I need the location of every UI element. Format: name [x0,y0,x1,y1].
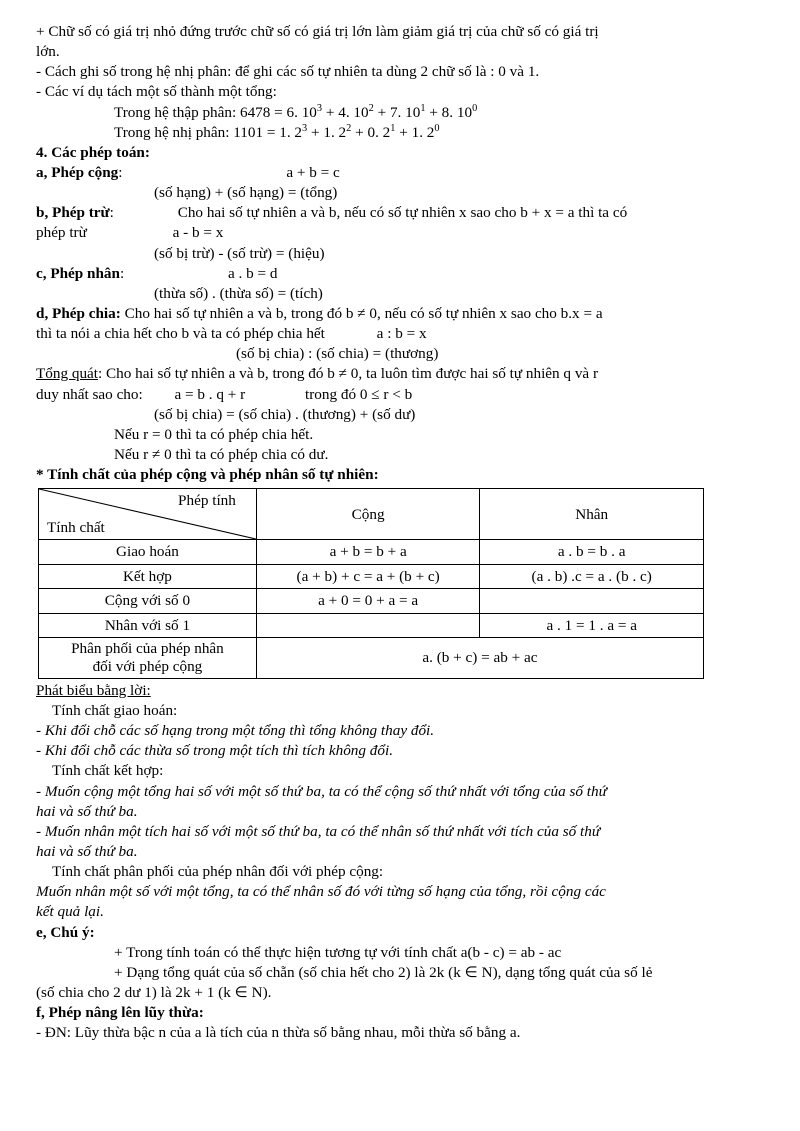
cell-commutative-add: a + b = b + a [256,540,480,564]
table-row [39,613,704,637]
example-decimal-text-3: + 7. 10 [373,103,421,121]
verbal-associative-b-cont: hai và số thứ ba. [36,843,138,861]
formula-addition: a + b = c [286,163,340,181]
general-division-rule [36,364,766,383]
column-header-multiplication: Nhân [480,489,704,540]
row-label-distributive [39,638,257,679]
paragraph-intro-1 [36,22,766,41]
verbal-commutative-b: - Khi đổi chỗ các thừa số trong một tích thì tích không đổi. [36,742,393,760]
colon: : [115,304,121,322]
table-corner-cell [39,489,257,540]
heading-section-e: e, Chú ý: [36,923,95,941]
row-label-distributive-line2: đối với phép cộng [92,657,203,675]
label-addition: a, Phép cộng [36,163,119,181]
exp-2: 2 [368,102,374,114]
verbal-associative-title: Tính chất kết hợp: [52,762,164,780]
exp-0: 0 [472,102,478,114]
verbal-distributive-title: Tính chất phân phối của phép nhân đối với phép cộng: [52,863,384,881]
exp-1: 1 [420,102,426,114]
text-subtraction-2: phép trừ [36,224,87,242]
exp-3: 3 [302,122,308,134]
text-general: : Cho hai số tự nhiên a và b, trong đó b ≠ 0, ta luôn tìm được hai số tự nhiên q và r [98,365,599,383]
verbal-associative-b: - Muốn nhân một tích hai số với một số thứ ba, ta có thể nhân số thứ nhất với tích của số thứ [36,822,601,840]
cell-associative-mul: (a . b) .c = a . (b . c) [480,564,704,588]
corner-label-operation: Phép tính [178,492,236,510]
heading-verbal: Phát biểu bằng lời: [36,681,151,699]
properties-table [38,488,704,679]
text-general-2: duy nhất sao cho: [36,385,143,403]
formula-subtraction: a - b = x [172,224,224,242]
cell-distributive: a. (b + c) = ab + ac [256,638,703,679]
subsection-multiplication [36,264,766,283]
column-header-addition: Cộng [256,489,480,540]
heading-properties: * Tính chất của phép cộng và phép nhân số tự nhiên: [36,466,379,484]
section-e-item-2: + Dạng tổng quát của số chẵn (số chia hết cho 2) là 2k (k ∈ N), dạng tổng quát của số lẻ [114,963,653,981]
paragraph-intro-1-cont [36,42,766,61]
cell-add-zero-add: a + 0 = 0 + a = a [256,589,480,613]
row-label-commutative: Giao hoán [39,540,257,564]
example-binary-text-2: + 1. 2 [307,123,347,141]
colon: : [119,264,125,282]
table-row [39,564,704,588]
subsection-subtraction [36,203,766,222]
text-division: Cho hai số tự nhiên a và b, trong đó b ≠ 0, nếu có số tự nhiên x sao cho b.x = a [124,304,603,322]
cell-mul-one-mul: a . 1 = 1 . a = a [480,613,704,637]
verbal-associative-a: - Muốn cộng một tổng hai số với một số thứ ba, ta có thể cộng số thứ nhất với tổng của số thứ [36,782,607,800]
table-row [39,540,704,564]
example-binary [36,123,766,142]
colon: : [118,163,123,181]
cell-commutative-mul: a . b = b . a [480,540,704,564]
section-e-item-2-cont: (số chia cho 2 dư 1) là 2k + 1 (k ∈ N). [36,984,272,1002]
example-decimal [36,103,766,122]
paragraph-examples-intro [36,82,766,101]
words-subtraction: (số bị trừ) - (số trừ) = (hiệu) [154,244,325,262]
table-row [39,589,704,613]
row-label-associative: Kết hợp [39,564,257,588]
section-e-item-1: + Trong tính toán có thể thực hiện tương tự với tính chất a(b - c) = ab - ac [114,943,562,961]
label-subtraction: b, Phép trừ [36,204,110,222]
example-binary-text: Trong hệ nhị phân: 1101 = 1. 2 [114,123,303,141]
verbal-commutative-a: - Khi đổi chỗ các số hạng trong một tổng thì tổng không thay đổi. [36,722,435,740]
subsection-division [36,304,766,323]
text-division-2: thì ta nói a chia hết cho b và ta có phép chia hết [36,325,325,343]
heading-section-f: f, Phép nâng lên lũy thừa: [36,1004,204,1022]
text-line: - Cách ghi số trong hệ nhị phân: để ghi các số tự nhiên ta dùng 2 chữ số là : 0 và 1. [36,63,540,81]
subsection-division-cont [36,324,766,343]
row-label-mul-one: Nhân với số 1 [39,613,257,637]
text-line: + Chữ số có giá trị nhỏ đứng trước chữ số có giá trị lớn làm giảm giá trị của chữ số có giá trị [36,23,599,40]
verbal-distributive-a: Muốn nhân một số với một tổng, ta có thể nhân số đó với từng số hạng của tổng, rồi cộng các [36,883,606,901]
verbal-commutative-title: Tính chất giao hoán: [52,702,178,720]
label-division: d, Phép chia [36,304,116,322]
label-general: Tổng quát [36,365,99,383]
condition-general: trong đó 0 ≤ r < b [305,385,413,403]
example-binary-text-4: + 1. 2 [395,123,435,141]
text-line: lớn. [36,43,60,61]
example-binary-text-3: + 0. 2 [351,123,391,141]
subsection-addition [36,163,766,182]
exp-1: 1 [390,122,396,134]
example-decimal-text-4: + 8. 10 [425,103,473,121]
label-multiplication: c, Phép nhân [36,264,120,282]
cell-associative-add: (a + b) + c = a + (b + c) [256,564,480,588]
general-division-rule-cont [36,385,766,404]
verbal-associative-a-cont: hai và số thứ ba. [36,802,138,820]
words-division: (số bị chia) : (số chia) = (thương) [236,345,439,363]
colon: : [109,204,114,222]
words-general: (số bị chia) = (số chia) . (thương) + (số dư) [154,405,416,423]
row-label-distributive-line1: Phân phối của phép nhân [71,640,224,658]
verbal-distributive-a-cont: kết quả lại. [36,903,104,921]
row-label-add-zero: Cộng với số 0 [39,589,257,613]
formula-general: a = b . q + r [174,385,246,403]
cell-mul-one-add [256,613,480,637]
paragraph-binary-notation [36,62,766,81]
cell-add-zero-mul [480,589,704,613]
text-subtraction: Cho hai số tự nhiên a và b, nếu có số tự nhiên x sao cho b + x = a thì ta có [177,204,628,222]
words-addition: (số hạng) + (số hạng) = (tổng) [154,184,338,202]
exp-2: 2 [346,122,352,134]
formula-multiplication: a . b = d [228,264,278,282]
subsection-subtraction-cont [36,223,766,242]
formula-division: a : b = x [376,325,427,343]
exp-3: 3 [316,102,323,114]
text-line: - Các ví dụ tách một số thành một tổng: [36,83,277,101]
note-remainder-division: Nếu r ≠ 0 thì ta có phép chia có dư. [114,445,329,463]
exp-0: 0 [434,122,440,134]
corner-label-property: Tính chất [47,518,105,536]
example-decimal-text: Trong hệ thập phân: 6478 = 6. 10 [114,103,317,121]
example-decimal-text-2: + 4. 10 [322,103,369,121]
table-header-row [39,489,704,540]
table-row [39,638,704,679]
section-f-item-1: - ĐN: Lũy thừa bậc n của a là tích của n thừa số bằng nhau, mỗi thừa số bằng a. [36,1024,521,1042]
words-multiplication: (thừa số) . (thừa số) = (tích) [154,284,323,302]
heading-section-4: 4. Các phép toán: [36,143,150,161]
note-exact-division: Nếu r = 0 thì ta có phép chia hết. [114,425,314,443]
